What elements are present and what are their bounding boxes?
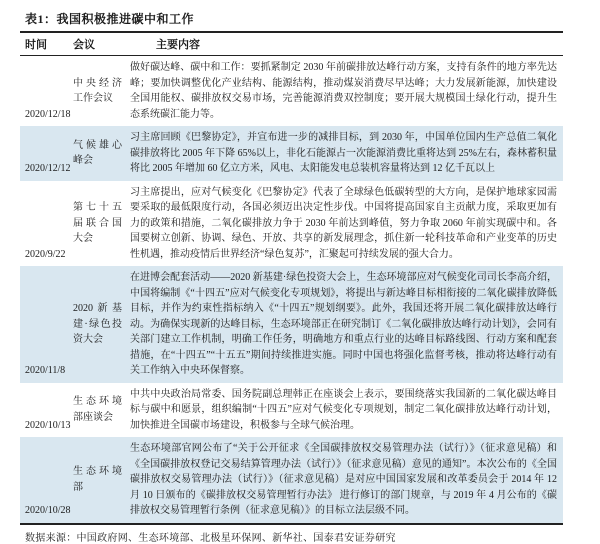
cell-meeting: 气候雄心峰会 [73,139,122,167]
cell-date: 2020/12/12 [25,163,71,174]
table-row [20,181,563,267]
cell-content: 做好碳达峰、碳中和工作：要抓紧制定 2030 年前碳排放达峰行动方案，支持有条件的地方率先达峰；要加快调整优化产业结构、能源结构，推动煤炭消费尽早达峰；大力发展新能源，加快建设全国用能权、碳排放权交易市场，完善能源消费双控制度；要开展大规模国土绿化行动，提升生态系统碳汇能力等。 [130,62,557,120]
table-row [20,266,563,383]
cell-content: 生态环境部官网公布了“关于公开征求《全国碳排放权交易管理办法（试行）》（征求意见稿）和《全国碳排放权登记交易结算管理办法（试行）》（征求意见稿）意见的通知”。本次公布的《全国碳排放权交易管理办法（试行）》（征求意见稿）是对应中国国家发展和改革委员会于 2014 年 12 月 10 日颁布的《碳排放权交易管理暂行办法》 进行修订的部门规章，与 2019 年 4 月公布的《碳排放权交易管理暂行条例（征求意见稿）》的目标立法层级不同。 [130,443,557,516]
cell-date: 2020/9/22 [25,248,66,260]
table-row [20,383,563,438]
cell-meeting: 生态环境部 [73,466,122,493]
cell-date: 2020/10/13 [25,419,71,431]
column-header-content: 主要内容 [156,39,200,51]
table-row [20,126,563,181]
cell-meeting: 中央经济工作会议 [73,77,122,104]
cell-content: 中共中央政治局常委、国务院副总理韩正在座谈会上表示，要围绕落实我国新的二氧化碳达峰目标与碳中和愿景，组织编制“十四五”应对气候变化专项规划，制定二氧化碳排放达峰行动计划，加快推进全国碳市场建设，积极参与全球气候治理。 [130,388,557,431]
carbon-policy-table [20,31,563,525]
cell-date: 2020/11/8 [25,365,66,376]
table-title: 表1：我国积极推进碳中和工作 [25,12,195,26]
cell-meeting: 2020新基建·绿色投资大会 [73,303,122,345]
cell-meeting: 生态环境部座谈会 [73,396,122,423]
cell-content: 在进博会配套活动——2020 新基建·绿色投资大会上，生态环境部应对气候变化司司长李高介绍，中国将编制《“十四五”应对气候变化专项规划》，将提出与新达峰目标相衔接的二氧化碳排放降低目标，并作为约束性指标纳入《“十四五”规划纲要》。此外，我国还将开展二氧化碳排放达峰行动。为确保实现新的达峰目标，生态环境部正在研究制订《二氧化碳排放达峰行动计划》，会同有关部门建立工作机制，明确工作任务，明确地方和重点行业的达峰目标路线图、行动方案和配套措施，在“十四五”“十五五”期间持续推进实施。同时中国也将强化监督考核，推动将达峰行动有关工作纳入中央环保督察。 [130,272,557,376]
cell-date: 2020/10/28 [25,505,71,516]
cell-date: 2020/12/18 [25,108,71,120]
cell-content: 习主席回顾《巴黎协定》，并宣布进一步的减排目标，到 2030 年，中国单位国内生产总值二氧化碳排放将比 2005 年下降 65%以上，非化石能源占一次能源消费比重将达到 25%左右，森林蓄积量将比 2005 年增加 60 亿立方米，风电、太阳能发电总装机容量将达到 12 亿千瓦以上 [130,132,557,174]
cell-content: 习主席提出，应对气候变化《巴黎协定》代表了全球绿色低碳转型的大方向，是保护地球家园需要采取的最低限度行动，各国必须迈出决定性步伐。中国将提高国家自主贡献力度，采取更加有力的政策和措施，二氧化碳排放力争于 2030 年前达到峰值，努力争取 2060 年前实现碳中和。各国要树立创新、协调、绿色、开放、共享的新发展理念，抓住新一轮科技革命和产业变革的历史性机遇，推动疫情后世界经济“绿色复苏”，汇聚起可持续发展的强大合力。 [130,186,557,260]
column-header-meeting: 会议 [73,39,95,51]
column-header-time: 时间 [25,39,47,51]
table-row [20,56,563,126]
table-header-row [20,33,563,56]
table-row [20,437,563,523]
data-source-note: 数据来源：中国政府网、生态环境部、北极星环保网、新华社、国泰君安证券研究 [25,532,396,544]
cell-meeting: 第七十五届联合国大会 [73,202,122,244]
